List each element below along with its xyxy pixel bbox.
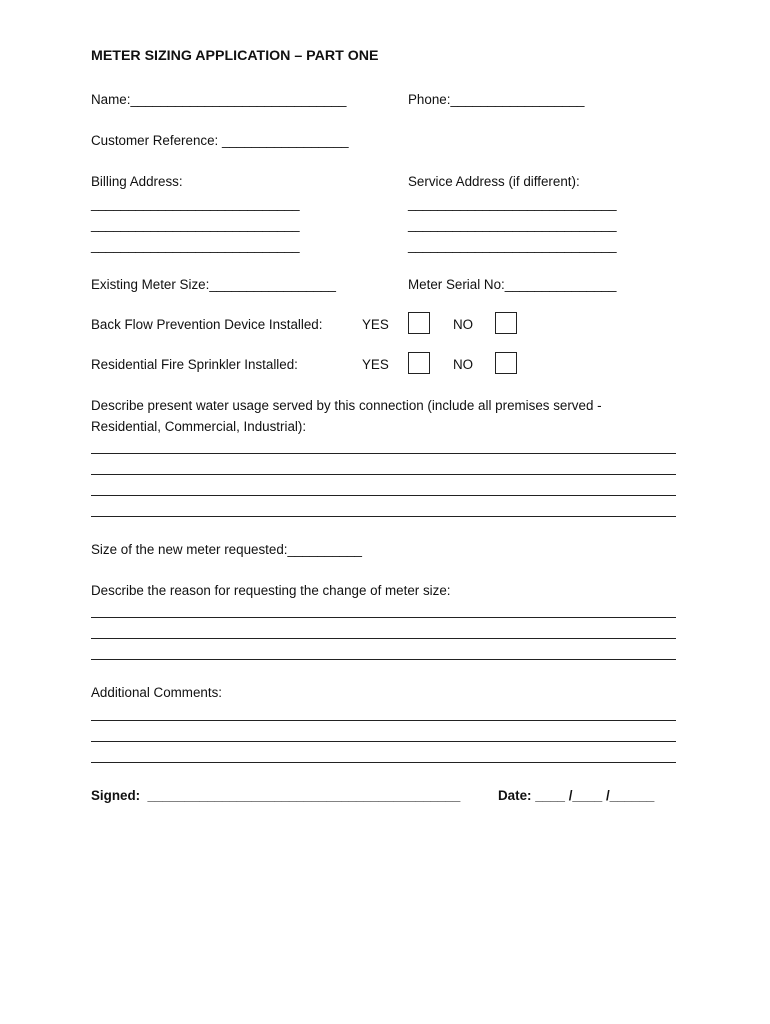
service-address-label: Service Address (if different):: [408, 174, 580, 189]
backflow-no-label: NO: [453, 317, 474, 332]
comments-answer-line[interactable]: [91, 741, 676, 742]
billing-address-line-2[interactable]: ____________________________: [91, 217, 300, 232]
new-meter-size-field-label[interactable]: Size of the new meter requested:__________: [91, 542, 362, 557]
water-usage-answer-line[interactable]: [91, 453, 676, 454]
fire-sprinkler-label: Residential Fire Sprinkler Installed:: [91, 357, 298, 372]
additional-comments-label: Additional Comments:: [91, 685, 222, 700]
reason-prompt: Describe the reason for requesting the change of meter size:: [91, 583, 451, 598]
water-usage-answer-line[interactable]: [91, 474, 676, 475]
signature-field-label[interactable]: Signed: __________________________________________: [91, 788, 461, 803]
sprinkler-yes-label: YES: [362, 357, 389, 372]
meter-serial-field-label[interactable]: Meter Serial No:_______________: [408, 277, 617, 292]
backflow-device-label: Back Flow Prevention Device Installed:: [91, 317, 323, 332]
billing-address-line-1[interactable]: ____________________________: [91, 196, 300, 211]
existing-meter-size-field-label[interactable]: Existing Meter Size:_________________: [91, 277, 336, 292]
form-title: METER SIZING APPLICATION – PART ONE: [91, 48, 379, 64]
sprinkler-no-label: NO: [453, 357, 474, 372]
backflow-yes-label: YES: [362, 317, 389, 332]
water-usage-prompt-line-2: Residential, Commercial, Industrial):: [91, 419, 307, 434]
backflow-no-checkbox[interactable]: [495, 312, 517, 334]
water-usage-answer-line[interactable]: [91, 516, 676, 517]
billing-address-label: Billing Address:: [91, 174, 183, 189]
service-address-line-1[interactable]: ____________________________: [408, 196, 617, 211]
comments-answer-line[interactable]: [91, 720, 676, 721]
service-address-line-3[interactable]: ____________________________: [408, 238, 617, 253]
reason-answer-line[interactable]: [91, 638, 676, 639]
water-usage-prompt-line-1: Describe present water usage served by this connection (include all premises served -: [91, 398, 602, 413]
reason-answer-line[interactable]: [91, 659, 676, 660]
backflow-yes-checkbox[interactable]: [408, 312, 430, 334]
customer-reference-field-label[interactable]: Customer Reference: _________________: [91, 133, 349, 148]
water-usage-answer-line[interactable]: [91, 495, 676, 496]
reason-answer-line[interactable]: [91, 617, 676, 618]
phone-field-label[interactable]: Phone:__________________: [408, 92, 585, 107]
date-field-label[interactable]: Date: ____ /____ /______: [498, 788, 655, 803]
sprinkler-no-checkbox[interactable]: [495, 352, 517, 374]
sprinkler-yes-checkbox[interactable]: [408, 352, 430, 374]
service-address-line-2[interactable]: ____________________________: [408, 217, 617, 232]
billing-address-line-3[interactable]: ____________________________: [91, 238, 300, 253]
comments-answer-line[interactable]: [91, 762, 676, 763]
name-field-label[interactable]: Name:_____________________________: [91, 92, 347, 107]
